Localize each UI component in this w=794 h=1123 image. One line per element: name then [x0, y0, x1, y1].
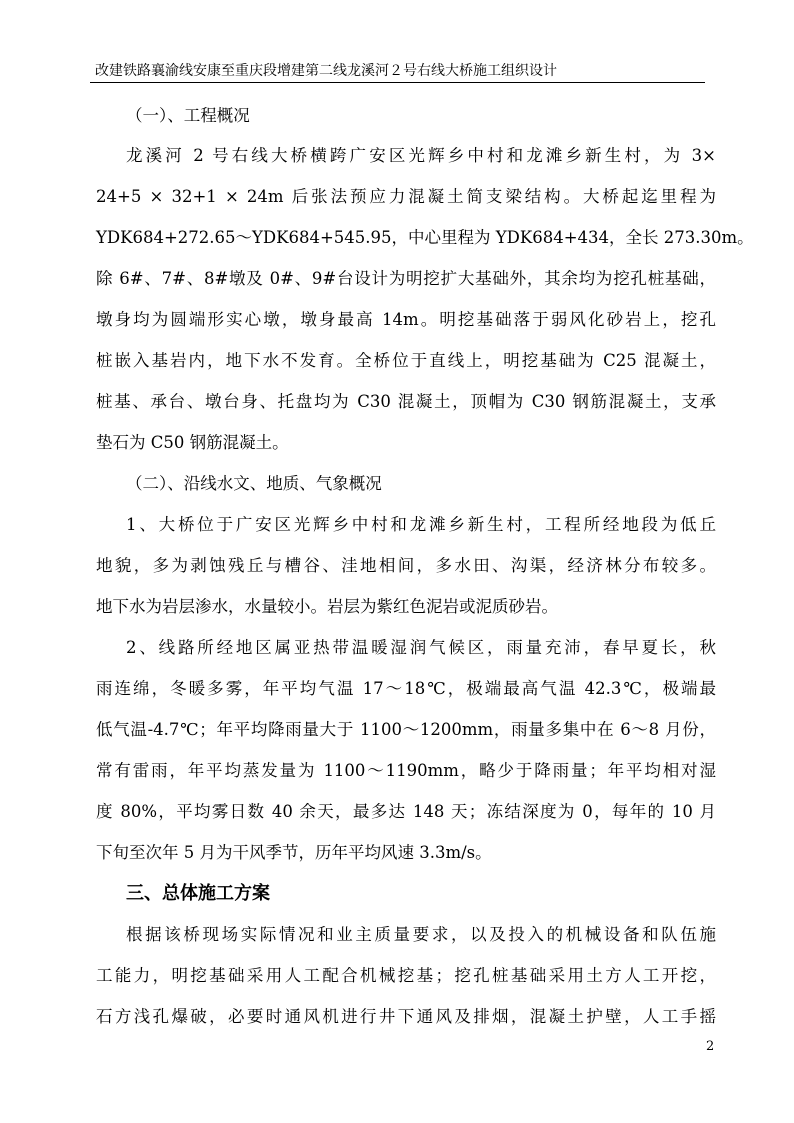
page-number: 2: [706, 1039, 715, 1054]
s2-p2-line-6: 下旬至次年 5 月为干风季节，历年平均风速 3.3m/s。: [96, 843, 492, 862]
s2-p2-line-5: 度 80%，平均雾日数 40 余天，最多达 148 天；冻结深度为 0，每年的 10 月: [96, 802, 716, 821]
s2-p1-line-2: 地貌，多为剥蚀残丘与槽谷、洼地相间，多水田、沟渠，经济林分布较多。: [96, 556, 716, 575]
s2-p2-line-1: 2、线路所经地区属亚热带温暖湿润气候区，雨量充沛，春早夏长，秋: [126, 638, 716, 657]
section-2-heading: （二）、沿线水文、地质、气象概况: [126, 474, 382, 493]
header-rule: [90, 82, 705, 83]
s1-line-7: 桩基、承台、墩台身、托盘均为 C30 混凝土，顶帽为 C30 钢筋混凝土，支承: [96, 392, 716, 411]
s2-p2-line-2: 雨连绵，冬暖多雾，年平均气温 17～18℃，极端最高气温 42.3℃，极端最: [96, 679, 716, 698]
s2-p2-line-4: 常有雷雨，年平均蒸发量为 1100～1190mm，略少于降雨量；年平均相对湿: [96, 761, 716, 780]
page-header: 改建铁路襄渝线安康至重庆段增建第二线龙溪河２号右线大桥施工组织设计: [95, 63, 557, 79]
section-3-heading: 三、总体施工方案: [126, 883, 270, 904]
section-1-heading: （一）、工程概况: [126, 106, 250, 125]
s3-line-2: 工能力，明挖基础采用人工配合机械挖基；挖孔桩基础采用土方人工开挖，: [96, 966, 716, 985]
s2-p2-line-3: 低气温-4.7℃；年平均降雨量大于 1100～1200mm，雨量多集中在 6～8 月份，: [96, 720, 716, 739]
s1-line-3: YDK684+272.65～YDK684+545.95，中心里程为 YDK684+434，全长 273.30m。: [96, 228, 754, 247]
s1-line-2: 24+5 × 32+1 × 24m 后张法预应力混凝土简支梁结构。大桥起迄里程为: [96, 187, 716, 206]
s2-p1-line-1: 1、大桥位于广安区光辉乡中村和龙滩乡新生村，工程所经地段为低丘: [126, 515, 716, 534]
s2-p1-line-3: 地下水为岩层渗水，水量较小。岩层为紫红色泥岩或泥质砂岩。: [96, 597, 558, 616]
s3-line-1: 根据该桥现场实际情况和业主质量要求，以及投入的机械设备和队伍施: [126, 925, 716, 944]
s1-line-8: 垫石为 C50 钢筋混凝土。: [96, 433, 289, 452]
s1-line-6: 桩嵌入基岩内，地下水不发育。全桥位于直线上，明挖基础为 C25 混凝土，: [96, 351, 716, 370]
s1-line-4: 除 6#、7#、8#墩及 0#、9#台设计为明挖扩大基础外，其余均为挖孔桩基础，: [96, 269, 716, 288]
s1-line-1: 龙溪河 2 号右线大桥横跨广安区光辉乡中村和龙滩乡新生村，为 3×: [126, 146, 716, 165]
s3-line-3: 石方浅孔爆破，必要时通风机进行井下通风及排烟，混凝土护壁，人工手摇: [96, 1007, 716, 1026]
s1-line-5: 墩身均为圆端形实心墩，墩身最高 14m。明挖基础落于弱风化砂岩上，挖孔: [96, 310, 716, 329]
